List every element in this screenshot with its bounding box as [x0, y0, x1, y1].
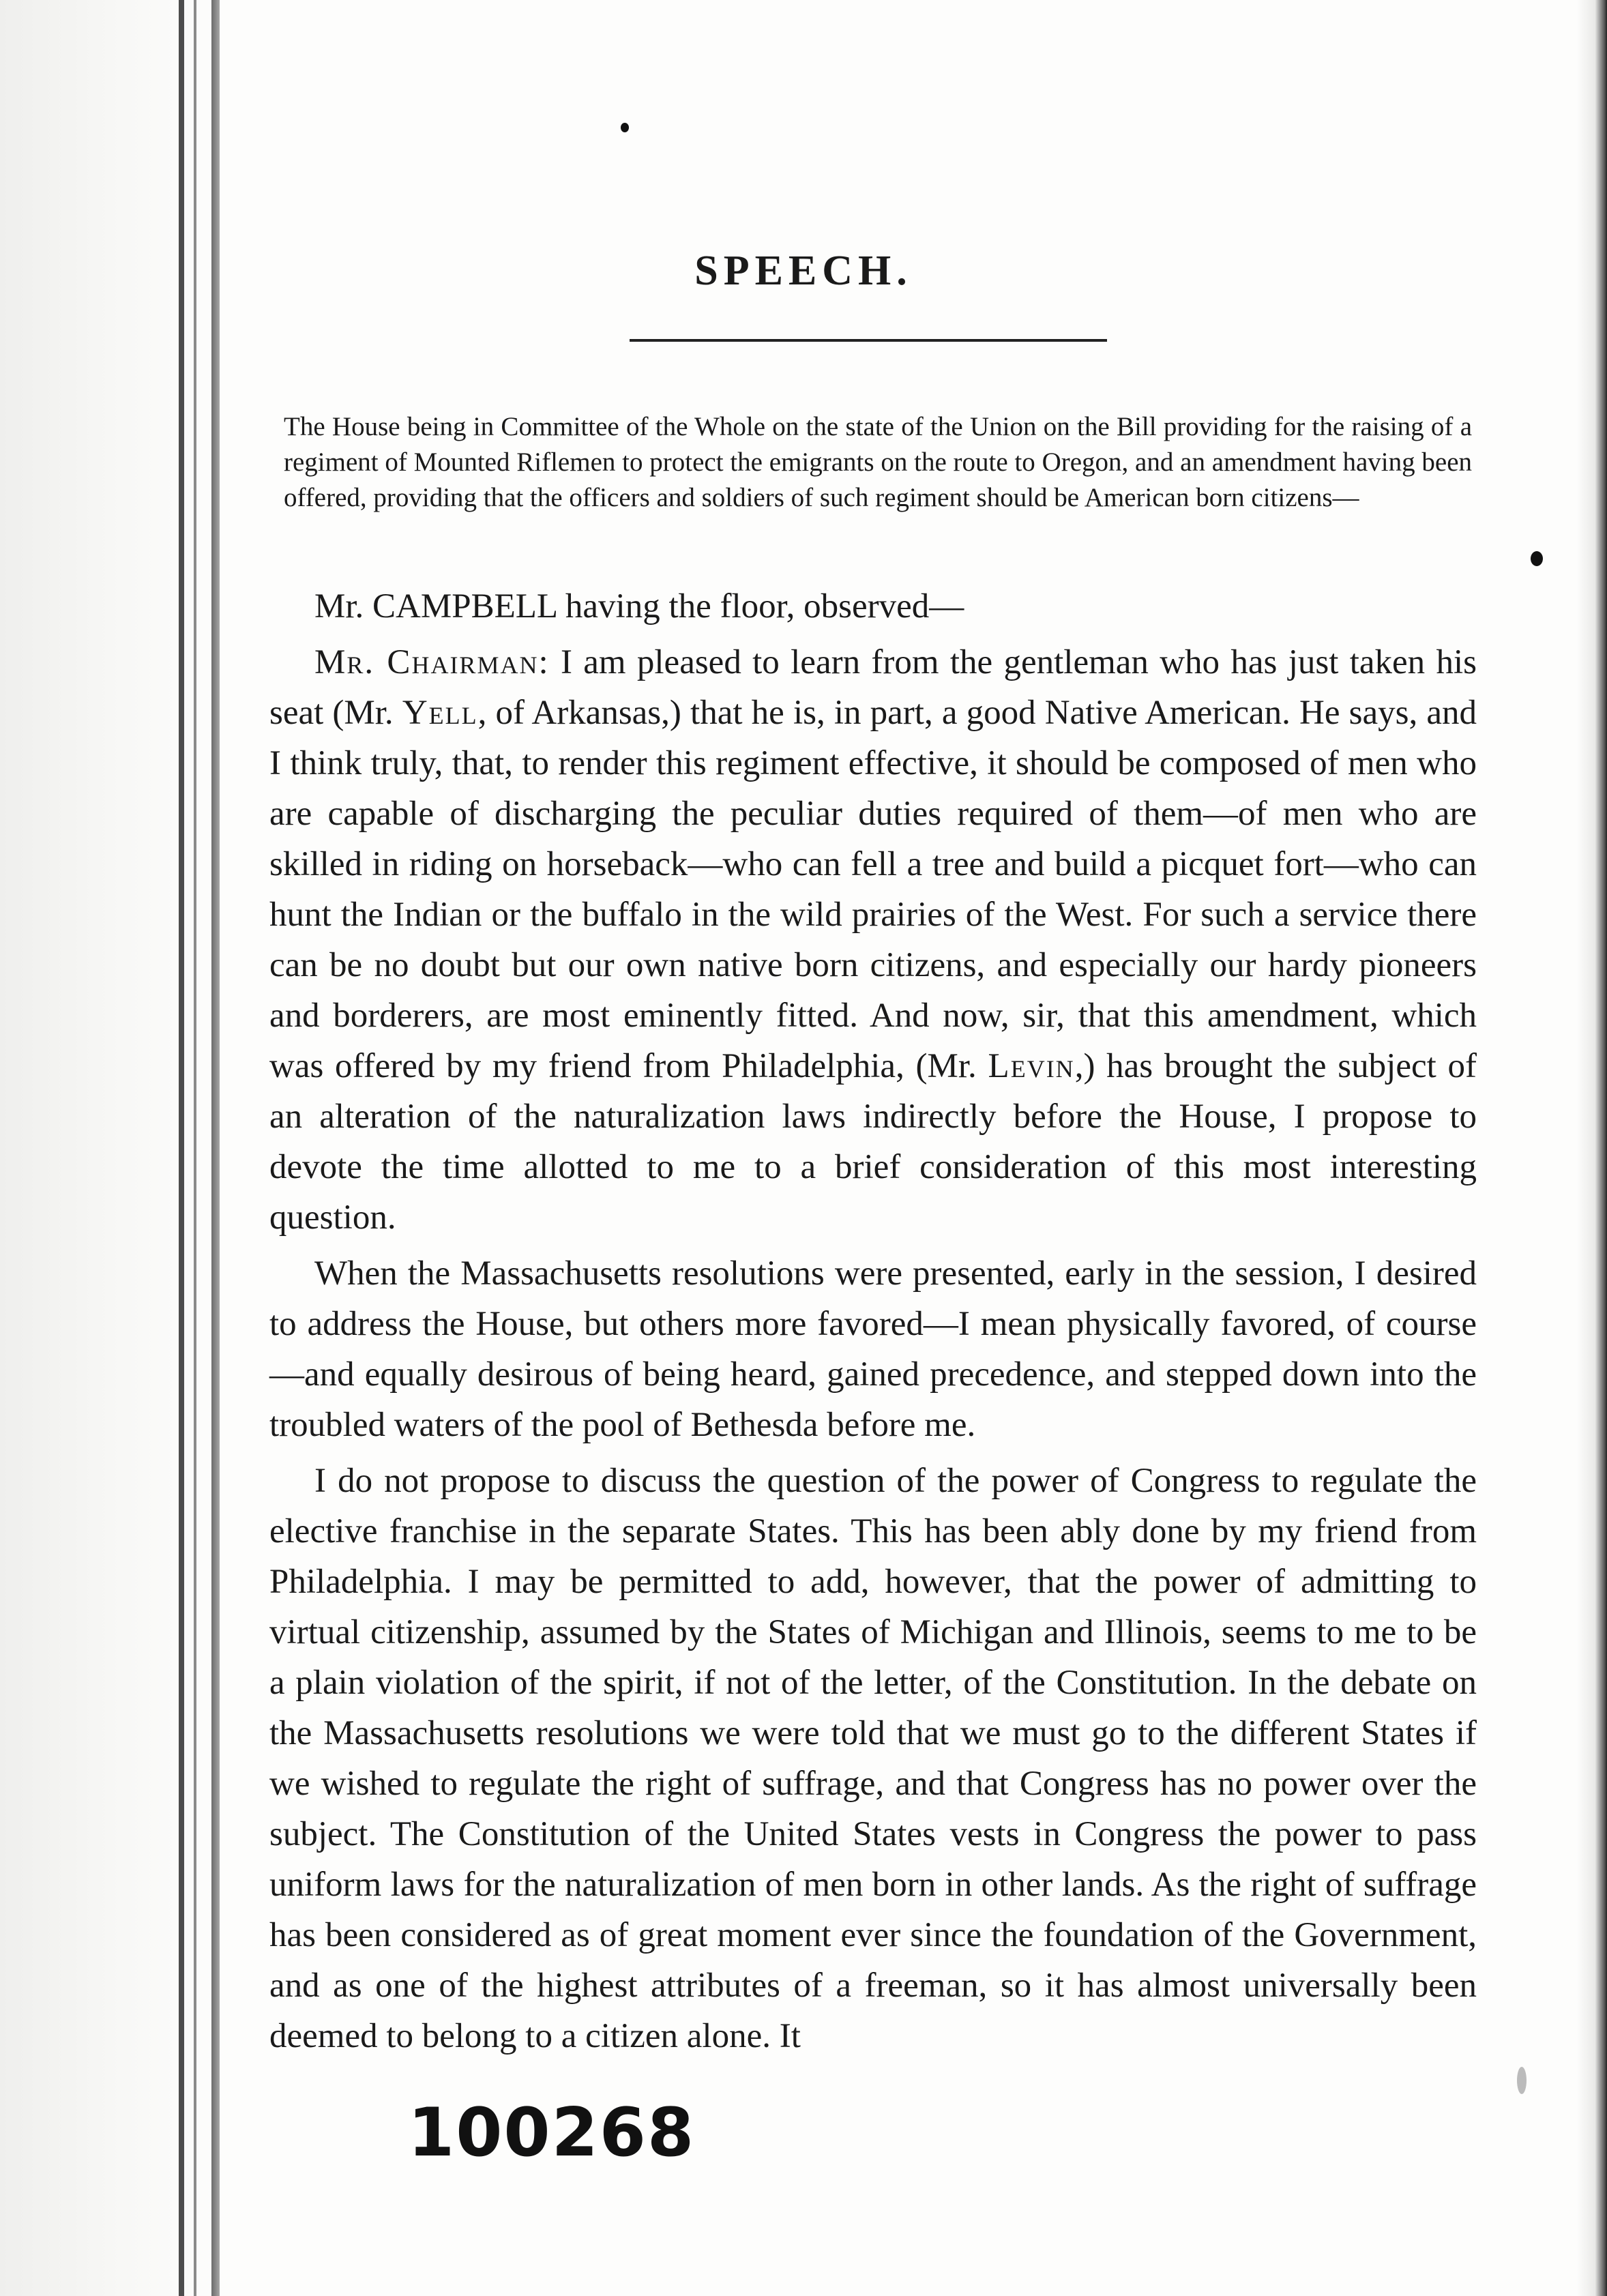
speaker-name: Yell [402, 694, 478, 732]
address-salutation: Mr. Chairman: [314, 643, 550, 681]
ink-speck [1517, 2067, 1527, 2094]
paragraph-text: ,) has brought the subject of an alteration of the naturalization laws indirectly before the House, I propose to devote the time allotted to me to a brief consideration of this most interesting question. [269, 1047, 1477, 1237]
paragraph: When the Massachusetts resolutions were presented, early in the session, I desired to address the House, but others more favored—I mean physically favored, of course—and equally desirous of being heard, gained precedence, and stepped down into the troubled waters of the pool of Bethesda before me. [269, 1254, 1477, 1444]
right-page-edge [1577, 0, 1607, 2296]
page-title: SPEECH. [694, 248, 913, 294]
opening-line: Mr. CAMPBELL having the floor, observed— [314, 587, 964, 625]
paragraph-text: , of Arkansas,) that he is, in part, a good Native American. He says, and I think truly, that, to render this regiment effective, it should be composed of men who are capable of discharging the peculiar duties required of them—of men who are skilled in riding on horseback—who can fell a tree and build a picquet fort—who can hunt the Indian or the buffalo in the wild prairies of the West. For such a service there can be no doubt but our own native born citizens, and especially our hardy pioneers and borderers, are most eminently fitted. And now, sir, that this amendment, which was offered by my friend from Philadelphia, (Mr. [269, 694, 1477, 1085]
title-rule [630, 339, 1107, 342]
introduction-paragraph: The House being in Committee of the Whole on the state of the Union on the Bill providing for the raising of a regiment of Mounted Riflemen to protect the emigrants on the route to Oregon, and an amendment having been offered, providing that the officers and soldiers of such regiment should be American born citizens— [284, 412, 1472, 512]
catalog-stamp-number: 100268 [408, 2094, 696, 2172]
binding-edge [0, 0, 225, 2296]
binding-shadow-line [179, 0, 184, 2296]
binding-shadow-line [211, 0, 220, 2296]
speaker-name: Levin [988, 1047, 1075, 1085]
binding-shadow-line [194, 0, 196, 2296]
paragraph-text: I am pleased to learn from the gentleman who has just taken his seat (Mr. [269, 643, 1477, 732]
ink-speck [1531, 551, 1543, 566]
paragraph: I do not propose to discuss the question of the power of Congress to regulate the elective franchise in the separate States. This has been ably done by my friend from Philadelphia. I may be permitted to add, however, that the power of admitting to virtual citizenship, assumed by the States of Michigan and Illinois, seems to me to be a plain violation of the spirit, if not of the letter, of the Constitution. In the debate on the Massachusetts resolutions we were told that we must go to the different States if we wished to regulate the right of suffrage, and that Congress has no power over the subject. The Constitution of the United States vests in Congress the power to pass uniform laws for the naturalization of men born in other lands. As the right of suffrage has been considered as of great moment ever since the foundation of the Government, and as one of the highest attributes of a freeman, so it has almost universally been deemed to belong to a citizen alone. It [269, 1462, 1477, 2055]
speech-body [269, 581, 1477, 2067]
paragraph [269, 637, 1477, 1243]
ink-speck [621, 123, 629, 132]
